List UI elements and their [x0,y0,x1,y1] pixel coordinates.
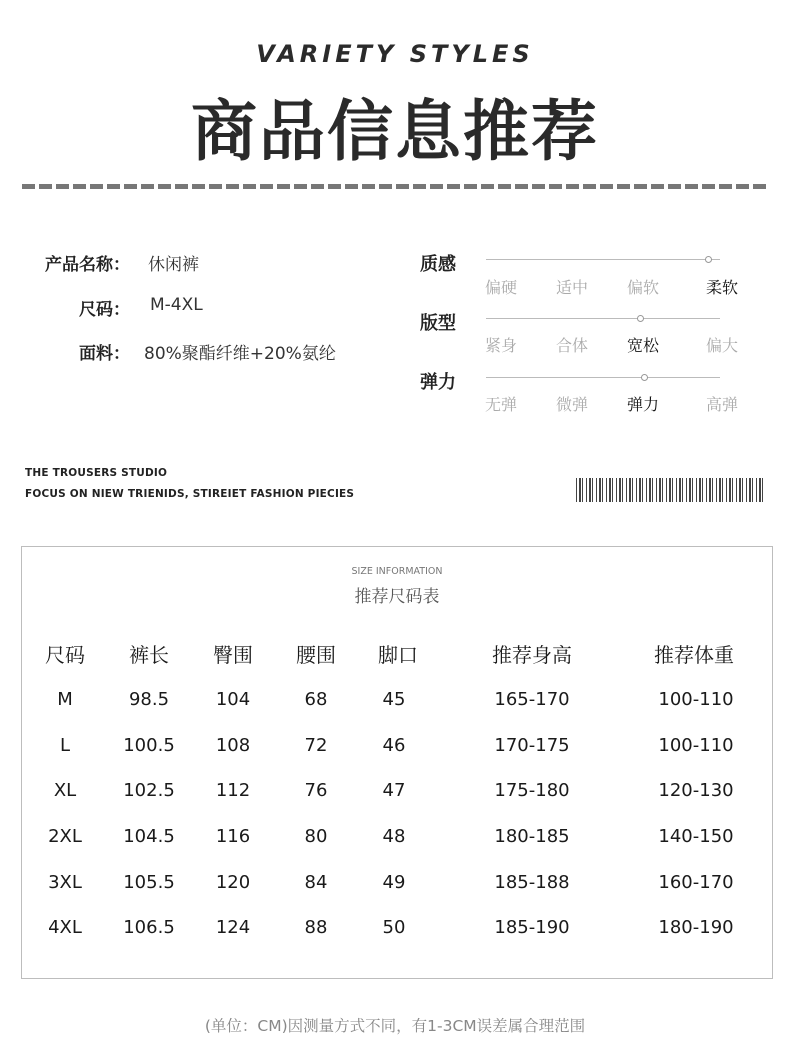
table-cell: 140-150 [658,826,734,847]
scale-track [486,318,720,319]
fabric-label: 面料： [79,344,130,364]
table-cell: 175-180 [494,780,570,801]
column-header-hem: 脚口 [378,643,418,667]
scale-option: 微弹 [555,395,588,414]
table-cell: 180-190 [658,917,734,938]
page-title: 商品信息推荐 [191,93,599,170]
table-cell: 50 [382,917,406,938]
size-range-label: 尺码： [79,300,130,320]
table-cell: 47 [382,780,406,801]
table-cell: 180-185 [494,826,570,847]
table-cell: 80 [304,826,328,847]
column-header-waist: 腰围 [296,643,336,667]
table-cell: 100-110 [658,735,734,756]
size-table-caption-zh: 推荐尺码表 [354,587,440,607]
table-cell: 100-110 [658,689,734,710]
scale-name: 质感 [420,254,456,275]
scale-option-selected: 柔软 [705,278,738,297]
barcode-graphic [576,478,764,502]
studio-name: THE TROUSERS STUDIO [25,467,168,479]
table-cell: 104.5 [123,826,175,847]
column-header-hip: 臀围 [213,643,253,667]
product-name-label: 产品名称： [45,255,130,275]
scale-option-selected: 宽松 [626,336,659,355]
table-cell: 3XL [48,872,82,893]
table-cell: 120-130 [658,780,734,801]
dashed-divider [22,184,768,189]
scale-option: 适中 [555,278,588,297]
table-cell: 160-170 [658,872,734,893]
table-cell: 105.5 [123,872,175,893]
table-cell: 98.5 [128,689,170,710]
scale-track [486,259,720,260]
table-cell: 185-190 [494,917,570,938]
scale-option: 高弹 [705,395,738,414]
scale-option: 偏软 [626,278,659,297]
scale-track [486,377,720,378]
studio-slogan: FOCUS ON NIEW TRIENIDS, STIREIET FASHION PIECIES [25,488,355,500]
table-cell: 76 [304,780,328,801]
table-cell: 185-188 [494,872,570,893]
scale-marker [637,315,644,322]
table-cell: 68 [304,689,328,710]
column-header-weight: 推荐体重 [654,643,734,667]
scale-option: 偏大 [705,336,738,355]
table-cell: 100.5 [123,735,175,756]
fabric-value: 80%聚酯纤维+20%氨纶 [144,344,336,364]
table-cell: 48 [382,826,406,847]
column-header-size: 尺码 [45,643,85,667]
table-cell: 72 [304,735,328,756]
scale-option: 紧身 [484,336,517,355]
table-cell: 49 [382,872,406,893]
column-header-height: 推荐身高 [492,643,572,667]
table-cell: 84 [304,872,328,893]
table-cell: 165-170 [494,689,570,710]
product-name-value: 休闲裤 [148,255,199,275]
scale-option: 合体 [555,336,588,355]
table-cell: 88 [304,917,328,938]
table-cell: 45 [382,689,406,710]
table-cell: 108 [215,735,251,756]
table-cell: 116 [215,826,251,847]
column-header-length: 裤长 [129,643,169,667]
table-cell: XL [53,780,77,801]
table-cell: 4XL [48,917,82,938]
table-cell: 170-175 [494,735,570,756]
scale-marker [705,256,712,263]
scale-name: 弹力 [420,372,456,393]
header-subtitle: VARIETY STYLES [256,40,534,68]
table-cell: 104 [215,689,251,710]
table-cell: 120 [215,872,251,893]
scale-name: 版型 [420,313,456,334]
table-cell: 2XL [48,826,82,847]
table-cell: 102.5 [123,780,175,801]
table-cell: 106.5 [123,917,175,938]
size-table-panel [21,546,773,979]
scale-option-selected: 弹力 [626,395,659,414]
measurement-footnote: (单位：CM)因测量方式不同，有1-3CM误差属合理范围 [204,1017,586,1035]
size-range-value: M-4XL [150,295,203,315]
size-table-caption-en: SIZE INFORMATION [351,566,443,577]
table-cell: 46 [382,735,406,756]
scale-option: 偏硬 [484,278,517,297]
table-cell: M [57,689,73,710]
scale-option: 无弹 [484,395,517,414]
table-cell: L [59,735,71,756]
scale-marker [641,374,648,381]
table-cell: 124 [215,917,251,938]
table-cell: 112 [215,780,251,801]
